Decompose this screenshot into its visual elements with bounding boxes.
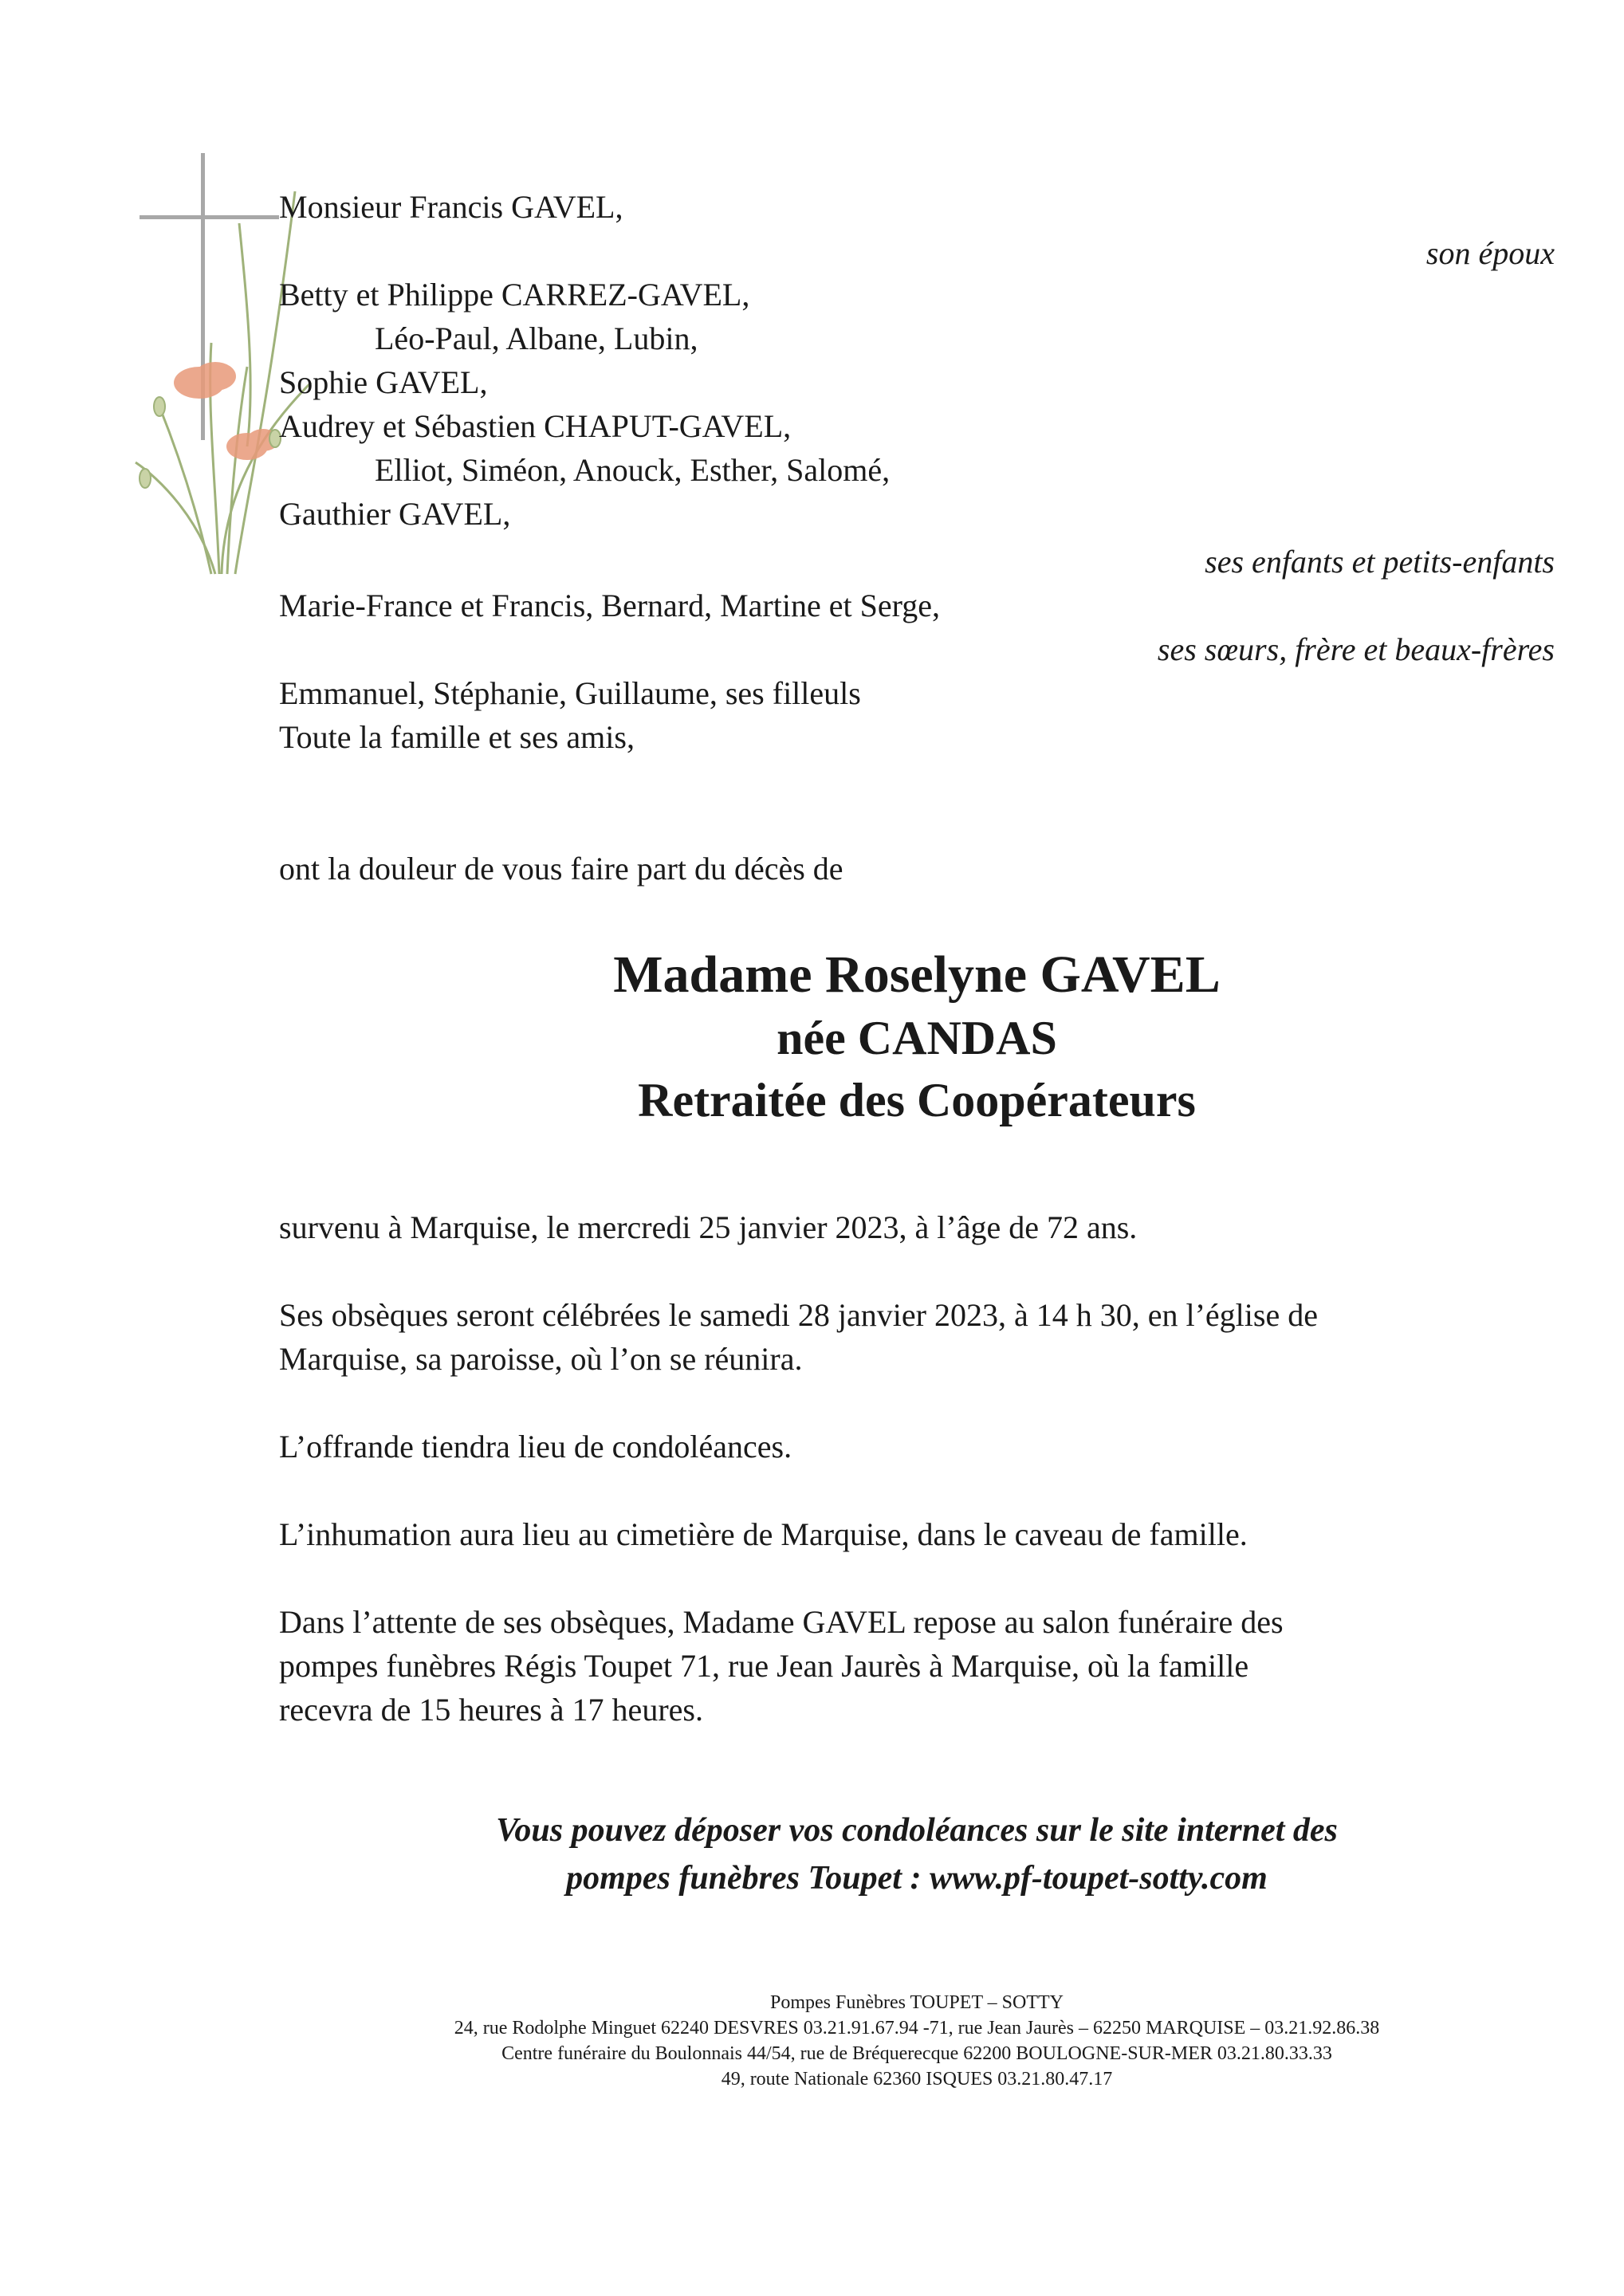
funeral-line-1: Ses obsèques seront célébrées le samedi 28 janvier 2023, à 14 h 30, en l’église de — [279, 1297, 1318, 1333]
footer-company: Pompes Funèbres TOUPET – SOTTY — [769, 1992, 1064, 2013]
rest-line-3: recevra de 15 heures à 17 heures. — [279, 1692, 703, 1728]
family-line-siblings: Marie-France et Francis, Bernard, Martine et Serge, — [279, 588, 940, 623]
role-husband: son époux — [1425, 235, 1555, 271]
death-details: survenu à Marquise, le mercredi 25 janvier 2023, à l’âge de 72 ans. — [279, 1209, 1138, 1245]
family-line-daughter-3: Audrey et Sébastien CHAPUT-GAVEL, — [279, 408, 792, 444]
family-line-grandchildren-2: Elliot, Siméon, Anouck, Esther, Salomé, — [375, 452, 891, 488]
deceased-name: Madame Roselyne GAVEL — [613, 946, 1221, 1004]
footer-address-1: 24, rue Rodolphe Minguet 62240 DESVRES 03.21.91.67.94 -71, rue Jean Jaurès – 62250 MARQUISE – 03.21.92.86.38 — [454, 2018, 1380, 2038]
family-line-grandchildren-1: Léo-Paul, Albane, Lubin, — [375, 320, 698, 356]
role-siblings: ses sœurs, frère et beaux-frères — [1157, 631, 1555, 667]
role-children: ses enfants et petits-enfants — [1205, 544, 1555, 580]
family-line-daughter-2: Sophie GAVEL, — [279, 364, 488, 400]
family-line-daughter: Betty et Philippe CARREZ-GAVEL, — [279, 277, 750, 313]
rest-line-1: Dans l’attente de ses obsèques, Madame GAVEL repose au salon funéraire des — [279, 1604, 1284, 1640]
burial-text: L’inhumation aura lieu au cimetière de Marquise, dans le caveau de famille. — [279, 1516, 1248, 1552]
family-line-godchildren: Emmanuel, Stéphanie, Guillaume, ses filleuls — [279, 675, 861, 711]
rest-line-2: pompes funèbres Régis Toupet 71, rue Jean Jaurès à Marquise, où la famille — [279, 1648, 1249, 1684]
announcement-text: ont la douleur de vous faire part du décès de — [279, 851, 843, 887]
family-line-son: Gauthier GAVEL, — [279, 496, 511, 532]
offering-text: L’offrande tiendra lieu de condoléances. — [279, 1429, 792, 1464]
footer-address-3: 49, route Nationale 62360 ISQUES 03.21.80.47.17 — [721, 2069, 1113, 2090]
deceased-occupation: Retraitée des Coopérateurs — [638, 1074, 1196, 1126]
condolence-notice-line-1: Vous pouvez déposer vos condoléances sur le site internet des — [496, 1812, 1338, 1849]
funeral-line-2: Marquise, sa paroisse, où l’on se réunira. — [279, 1341, 803, 1377]
family-line-friends: Toute la famille et ses amis, — [279, 719, 635, 755]
footer-address-2: Centre funéraire du Boulonnais 44/54, rue de Bréquerecque 62200 BOULOGNE-SUR-MER 03.21.80.33.33 — [501, 2043, 1332, 2064]
deceased-maiden-name: née CANDAS — [777, 1012, 1057, 1064]
family-line-husband: Monsieur Francis GAVEL, — [279, 189, 623, 225]
condolence-notice-line-2: pompes funèbres Toupet : www.pf-toupet-sotty.com — [566, 1860, 1268, 1897]
